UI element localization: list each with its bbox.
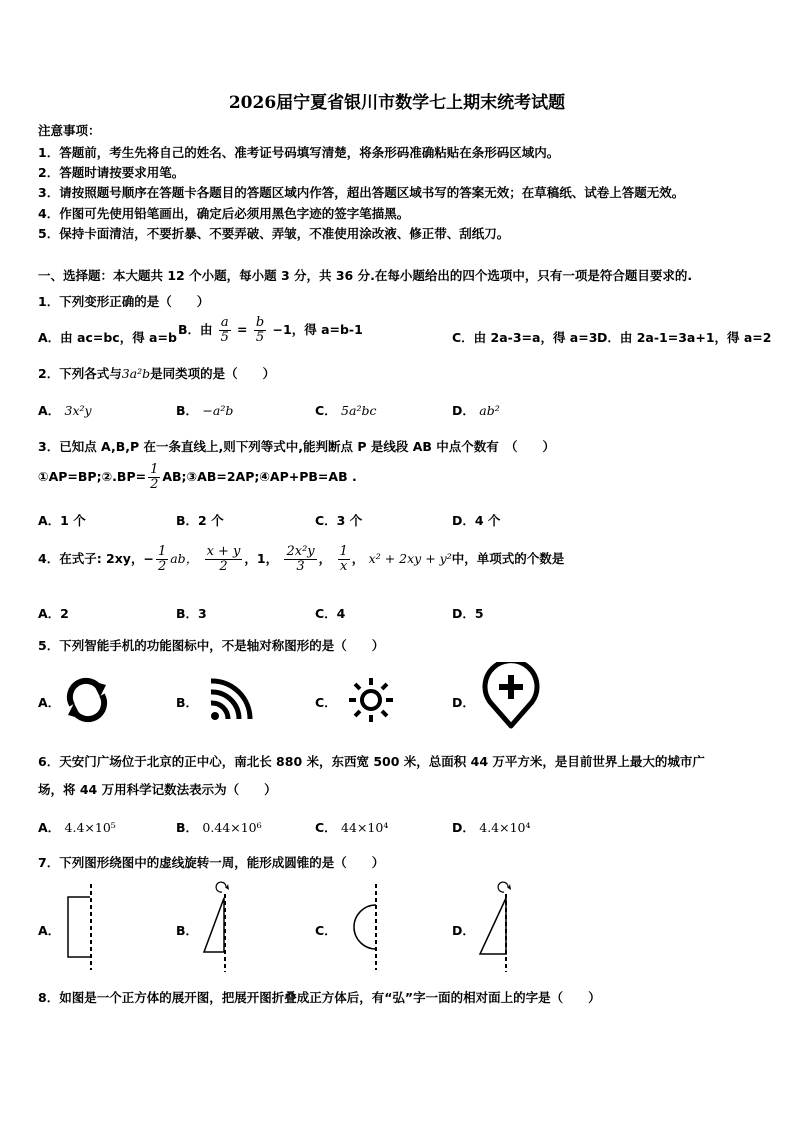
q6-option-b: B． 0.44×10⁶ — [176, 820, 262, 835]
notice-item-4: 4．作图可先使用铅笔画出，确定后必须用黑色字迹的签字笔描黑。 — [38, 206, 410, 221]
wireless-signal-icon — [205, 675, 255, 725]
q4-option-b: B．3 — [176, 606, 207, 621]
notice-heading: 注意事项： — [38, 123, 101, 138]
q3-option-c: C．3 个 — [315, 513, 363, 528]
q7-option-d: D． — [452, 923, 475, 938]
q6-option-a: A． 4.4×10⁵ — [38, 820, 116, 835]
q5-option-b: B． — [176, 695, 199, 710]
q3-conditions: ①AP=BP;②.BP= $\frac{1}{2}$ AB;③AB=2AP;④AP+PB=AB . — [38, 462, 357, 492]
q3-stem: 3．已知点 A,B,P 在一条直线上,则下列等式中,能判断点 P 是线段 AB 中点个数有 （ ） — [38, 439, 556, 454]
q3-option-a: A．1 个 — [38, 513, 86, 528]
q1-option-c: C．由 2a-3=a，得 a=3 — [452, 330, 598, 345]
q7-option-a: A． — [38, 923, 61, 938]
q7-stem: 7．下列图形绕图中的虚线旋转一周，能形成圆锥的是（ ） — [38, 855, 385, 870]
rectangle-figure — [60, 882, 100, 972]
q1-b-equals: = — [237, 322, 248, 337]
location-pin-plus-icon — [480, 662, 542, 730]
brightness-sun-icon — [346, 675, 396, 725]
q3-option-b: B．2 个 — [176, 513, 224, 528]
q5-stem: 5．下列智能手机的功能图标中，不是轴对称图形的是（ ） — [38, 638, 385, 653]
q1-option-a: A．由 ac=bc，得 a=b — [38, 330, 177, 345]
q1-b-prefix: B．由 — [178, 322, 213, 337]
q4-option-d: D．5 — [452, 606, 484, 621]
q1-option-b — [178, 316, 363, 345]
q5-option-d: D． — [452, 695, 475, 710]
q1-b-fraction-2: $\frac{b}{5}$ — [255, 315, 265, 345]
q1-b-fraction-1: $\frac{a}{5}$ — [220, 315, 229, 345]
q7-option-b: B． — [176, 923, 199, 938]
sync-icon — [62, 675, 112, 725]
q1-option-d: D．由 2a-1=3a+1，得 a=2 — [597, 330, 772, 345]
triangle-figure-d — [472, 880, 522, 974]
q8-stem: 8．如图是一个正方体的展开图，把展开图折叠成正方体后，有“弘”字一面的相对面上的字是（ ） — [38, 990, 601, 1005]
q5-option-c: C． — [315, 695, 337, 710]
q6-option-d: D． 4.4×10⁴ — [452, 820, 531, 835]
notice-item-2: 2．答题时请按要求用笔。 — [38, 165, 185, 180]
q4-option-a: A．2 — [38, 606, 69, 621]
q5-option-a: A． — [38, 695, 61, 710]
triangle-figure-b — [196, 880, 236, 974]
notice-item-5: 5．保持卡面清洁，不要折暴、不要弄破、弄皱，不准使用涂改液、修正带、刮纸刀。 — [38, 226, 510, 241]
q2-option-d: D． ab² — [452, 403, 500, 418]
q6-option-c: C． 44×10⁴ — [315, 820, 389, 835]
notice-item-1: 1．答题前，考生先将自己的姓名、准考证号码填写清楚，将条形码准确粘贴在条形码区域内。 — [38, 145, 560, 160]
q2-option-c: C． 5a²bc — [315, 403, 377, 418]
semicircle-figure — [336, 882, 386, 972]
q3-option-d: D．4 个 — [452, 513, 501, 528]
q2-stem: 2．下列各式与3a²b是同类项的是（ ） — [38, 366, 276, 381]
q2-option-a: A． 3x²y — [38, 403, 92, 418]
page-title: 2026届宁夏省银川市数学七上期末统考试题 — [228, 93, 566, 113]
q6-stem-line1: 6．天安门广场位于北京的正中心，南北长 880 米，东西宽 500 米，总面积 44 万平方米，是目前世界上最大的城市广 — [38, 754, 705, 769]
notice-item-3: 3．请按照题号顺序在答题卡各题目的答题区域内作答，超出答题区域书写的答案无效；在草稿纸、试卷上答题无效。 — [38, 185, 685, 200]
section-heading: 一、选择题：本大题共 12 个小题，每小题 3 分，共 36 分.在每小题给出的四个选项中，只有一项是符合题目要求的. — [38, 268, 693, 283]
q1-b-suffix: −1，得 a=b-1 — [272, 322, 363, 337]
q2-option-b: B． −a²b — [176, 403, 234, 418]
q1-stem: 1．下列变形正确的是（ ） — [38, 294, 210, 309]
q6-stem-line2: 场，将 44 万用科学记数法表示为（ ） — [38, 782, 277, 797]
q4-stem: 4．在式子: 2xy，− $\frac{1}{2}$ ab， $\frac{x + y}{2}$ ，1， $\frac{\text{2x²y}}{3}$ ， $\frac{1}{x}$ ， x² + 2xy + y²中，单项式的个数是 — [38, 544, 565, 574]
q4-option-c: C．4 — [315, 606, 346, 621]
q7-option-c: C． — [315, 923, 337, 938]
